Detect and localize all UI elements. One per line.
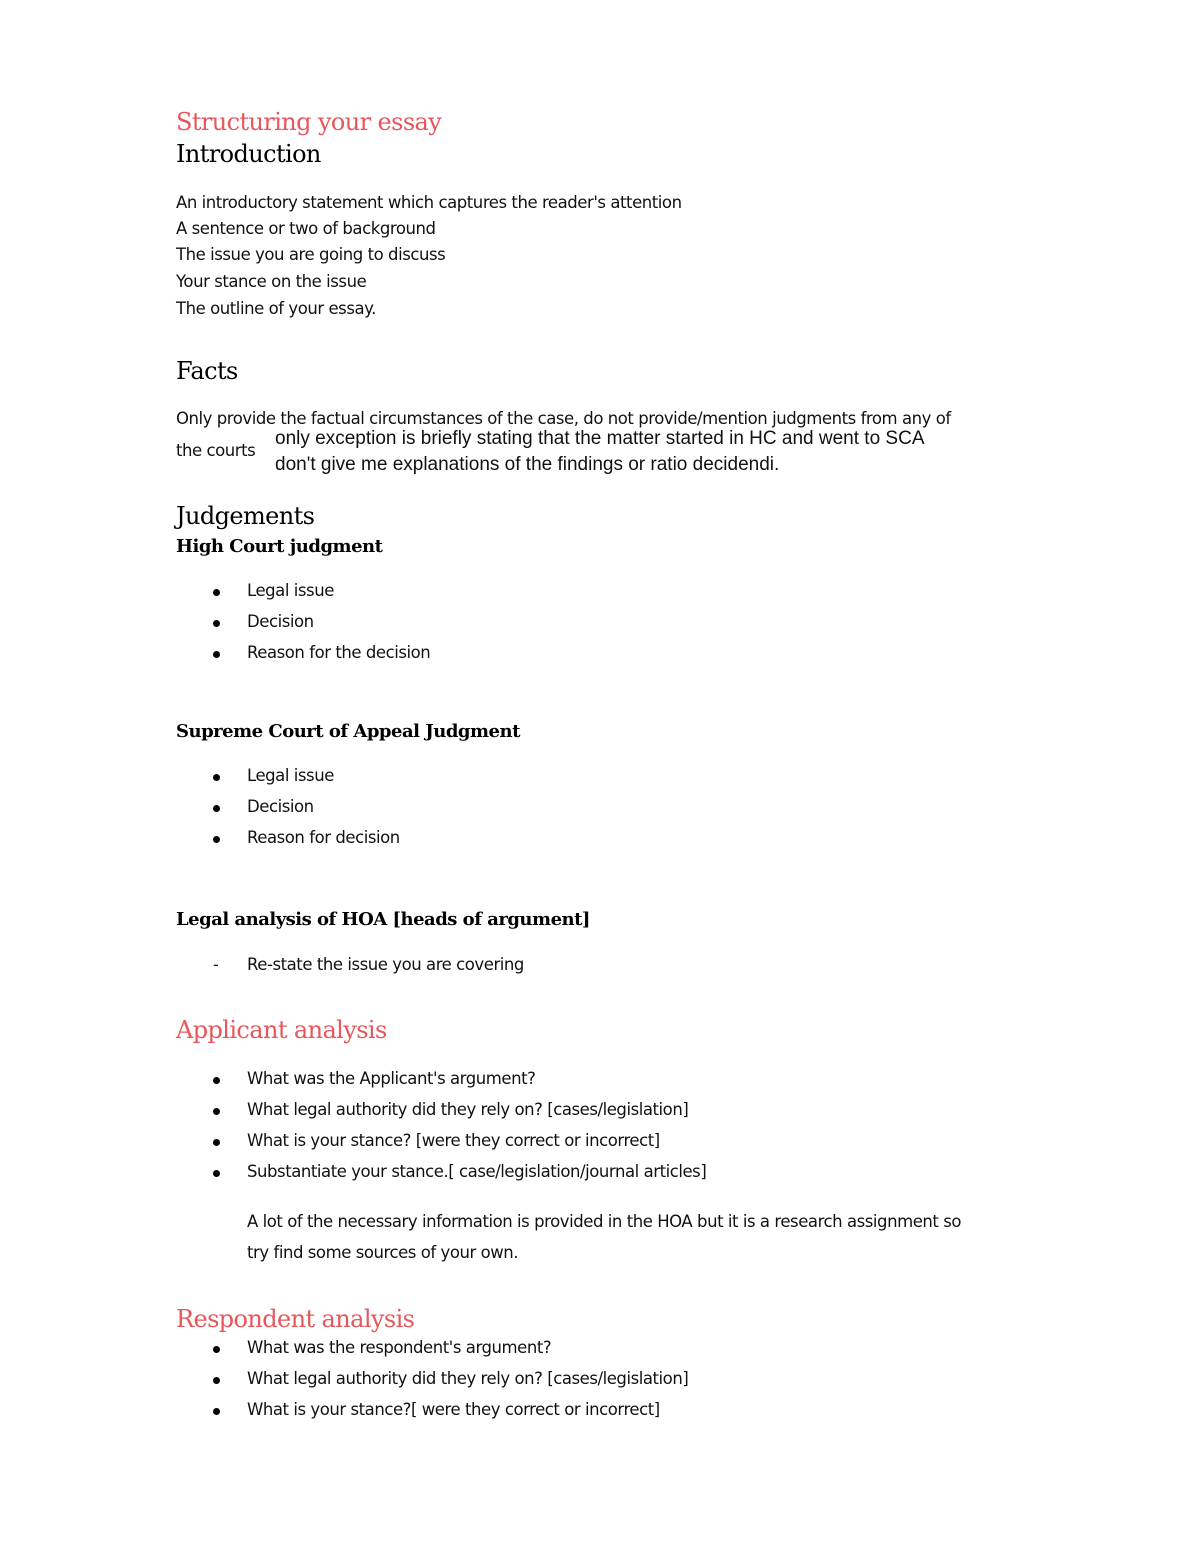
facts-note: don't give me explanations of the findings or ratio decidendi.: [275, 454, 780, 475]
list-item: What was the respondent's argument?: [247, 1338, 552, 1357]
bullet-icon: [213, 1077, 220, 1084]
bullet-icon: [213, 1108, 220, 1115]
bullet-icon: [213, 1408, 220, 1415]
facts-note: only exception is briefly stating that the matter started in HC and went to SCA: [275, 428, 925, 449]
list-item: Decision: [247, 797, 314, 816]
list-item: Re-state the issue you are covering: [247, 955, 524, 974]
intro-line: Your stance on the issue: [176, 272, 367, 291]
list-item: Reason for decision: [247, 828, 400, 847]
intro-line: A sentence or two of background: [176, 219, 436, 238]
bullet-icon: [213, 1377, 220, 1384]
bullet-icon: [213, 620, 220, 627]
list-item: What was the Applicant's argument?: [247, 1069, 536, 1088]
facts-heading: Facts: [176, 357, 238, 385]
high-court-heading: High Court judgment: [176, 536, 383, 557]
bullet-icon: [213, 589, 220, 596]
bullet-icon: [213, 1346, 220, 1353]
list-item: What legal authority did they rely on? [cases/legislation]: [247, 1100, 689, 1119]
sca-heading: Supreme Court of Appeal Judgment: [176, 721, 520, 742]
intro-line: The issue you are going to discuss: [176, 245, 446, 264]
list-item: Reason for the decision: [247, 643, 431, 662]
list-item: What legal authority did they rely on? [cases/legislation]: [247, 1369, 689, 1388]
list-item: Legal issue: [247, 766, 334, 785]
applicant-note: try find some sources of your own.: [247, 1243, 519, 1262]
legal-analysis-heading: Legal analysis of HOA [heads of argument]: [176, 909, 590, 930]
respondent-heading: Respondent analysis: [176, 1305, 415, 1333]
bullet-icon: [213, 836, 220, 843]
applicant-heading: Applicant analysis: [176, 1016, 387, 1044]
document-title: Structuring your essay: [176, 108, 442, 136]
intro-line: The outline of your essay.: [176, 299, 376, 318]
list-item: Legal issue: [247, 581, 334, 600]
bullet-icon: [213, 651, 220, 658]
judgements-heading: Judgements: [176, 502, 315, 530]
facts-line: the courts: [176, 441, 256, 460]
bullet-icon: [213, 805, 220, 812]
list-item: What is your stance? [were they correct or incorrect]: [247, 1131, 660, 1150]
dash-marker: -: [213, 955, 219, 974]
facts-line: Only provide the factual circumstances of the case, do not provide/mention judgments from any of: [176, 409, 951, 428]
list-item: Decision: [247, 612, 314, 631]
bullet-icon: [213, 1170, 220, 1177]
intro-line: An introductory statement which captures the reader's attention: [176, 193, 682, 212]
introduction-heading: Introduction: [176, 140, 321, 168]
list-item: Substantiate your stance.[ case/legislation/journal articles]: [247, 1162, 707, 1181]
bullet-icon: [213, 774, 220, 781]
list-item: What is your stance?[ were they correct or incorrect]: [247, 1400, 660, 1419]
bullet-icon: [213, 1139, 220, 1146]
applicant-note: A lot of the necessary information is provided in the HOA but it is a research assignment so: [247, 1212, 962, 1231]
